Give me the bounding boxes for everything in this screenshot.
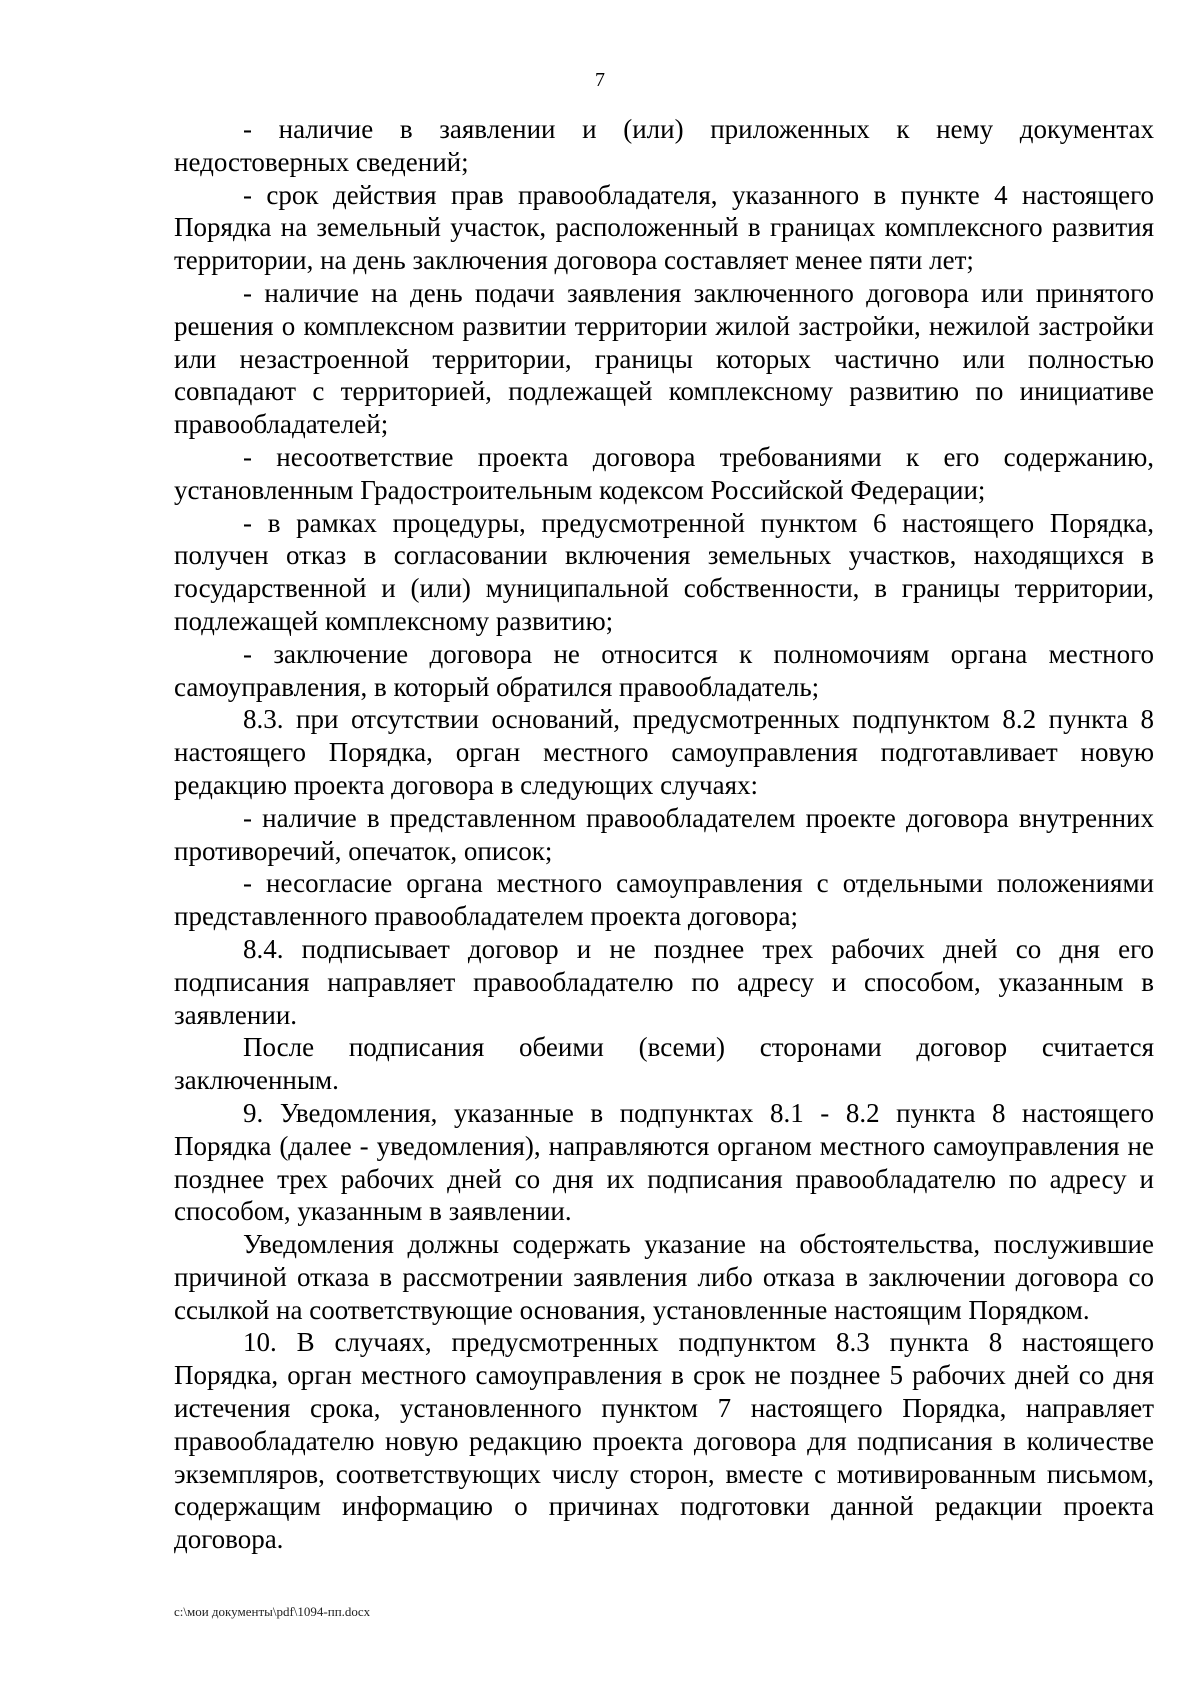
footer-file-path: c:\мои документы\pdf\1094-пп.docx	[174, 1604, 371, 1619]
paragraph: - срок действия прав правообладателя, указанного в пункте 4 настоящего Порядка на земельный участок, расположенный в границах комплексного развития территории, на день заключения договора составляет менее пяти лет;	[174, 179, 1154, 276]
page-number: 7	[595, 69, 605, 91]
paragraph: После подписания обеими (всеми) сторонами договор считается заключенным.	[174, 1032, 1154, 1096]
paragraph: - несоответствие проекта договора требованиями к его содержанию, установленным Градостроительным кодексом Российской Федерации;	[174, 441, 1154, 505]
paragraph: 8.3. при отсутствии оснований, предусмотренных подпунктом 8.2 пункта 8 настоящего Порядка, орган местного самоуправления подготавливает новую редакцию проекта договора в следующих случаях:	[174, 704, 1154, 800]
paragraph: Уведомления должны содержать указание на обстоятельства, послужившие причиной отказа в рассмотрении заявления либо отказа в заключении договора со ссылкой на соответствующие основания, установленные настоящим Порядком.	[174, 1229, 1154, 1325]
paragraph: - в рамках процедуры, предусмотренной пунктом 6 настоящего Порядка, получен отказ в согласовании включения земельных участков, находящихся в государственной и (или) муниципальной собственности, в границы территории, подлежащей комплексному развитию;	[174, 507, 1154, 636]
paragraph: 10. В случаях, предусмотренных подпунктом 8.3 пункта 8 настоящего Порядка, орган местного самоуправления в срок не позднее 5 рабочих дней со дня истечения срока, установленного пунктом 7 настоящего Порядка, направляет правообладателю новую редакцию проекта договора для подписания в количестве экземпляров, соответствующих числу сторон, вместе с мотивированным письмом, содержащим информацию о причинах подготовки данной редакции проекта договора.	[174, 1327, 1154, 1555]
paragraph: - наличие в заявлении и (или) приложенных к нему документах недостоверных сведений;	[174, 114, 1154, 177]
paragraph: 9. Уведомления, указанные в подпунктах 8.1 - 8.2 пункта 8 настоящего Порядка (далее - уведомления), направляются органом местного самоуправления не позднее трех рабочих дней со дня их подписания правообладателю по адресу и способом, указанным в заявлении.	[174, 1097, 1154, 1227]
document-body	[174, 113, 1154, 1556]
paragraph: - наличие в представленном правообладателем проекте договора внутренних противоречий, опечаток, описок;	[174, 802, 1154, 866]
paragraph: - наличие на день подачи заявления заключенного договора или принятого решения о комплексном развитии территории жилой застройки, нежилой застройки или незастроенной территории, границы которых частично или полностью совпадают с территорией, подлежащей комплексному развитию по инициативе правообладателей;	[174, 277, 1154, 440]
paragraph: - заключение договора не относится к полномочиям органа местного самоуправления, в который обратился правообладатель;	[174, 638, 1154, 702]
paragraph: - несогласие органа местного самоуправления с отдельными положениями представленного правообладателем проекта договора;	[174, 868, 1154, 932]
paragraph: 8.4. подписывает договор и не позднее трех рабочих дней со дня его подписания направляет правообладателю по адресу и способом, указанным в заявлении.	[174, 933, 1154, 1030]
